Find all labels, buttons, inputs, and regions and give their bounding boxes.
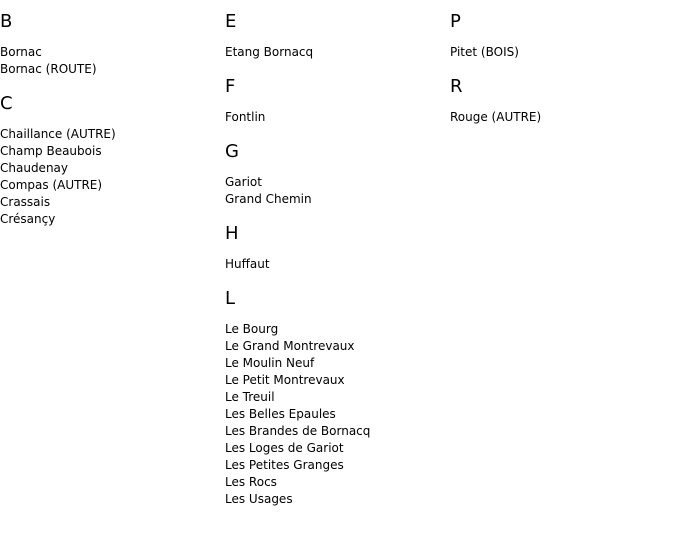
letter-group bbox=[225, 223, 440, 273]
place-entry[interactable]: Chaillance (AUTRE) bbox=[0, 127, 116, 141]
place-entry[interactable]: Crésançy bbox=[0, 212, 56, 226]
letter-heading: H bbox=[225, 223, 239, 244]
letter-group bbox=[225, 76, 440, 126]
place-entry[interactable]: Le Moulin Neuf bbox=[225, 356, 315, 370]
place-entry[interactable]: Bornac (ROUTE) bbox=[0, 62, 97, 76]
place-entry[interactable]: Fontlin bbox=[225, 110, 266, 124]
index-column bbox=[0, 11, 215, 243]
place-entry[interactable]: Rouge (AUTRE) bbox=[450, 110, 542, 124]
entry-list bbox=[225, 109, 440, 126]
letter-heading: L bbox=[225, 288, 236, 309]
place-entry[interactable]: Les Rocs bbox=[225, 475, 277, 489]
entry-list bbox=[225, 321, 440, 508]
entry-list bbox=[225, 44, 440, 61]
letter-heading: P bbox=[450, 11, 461, 32]
place-entry[interactable]: Compas (AUTRE) bbox=[0, 178, 103, 192]
place-entry[interactable]: Crassais bbox=[0, 195, 51, 209]
place-entry[interactable]: Grand Chemin bbox=[225, 192, 312, 206]
place-entry[interactable]: Les Belles Epaules bbox=[225, 407, 336, 421]
letter-group bbox=[225, 141, 440, 208]
place-entry[interactable]: Les Usages bbox=[225, 492, 293, 506]
place-entry[interactable]: Bornac bbox=[0, 45, 42, 59]
index-column bbox=[450, 11, 665, 141]
letter-group bbox=[0, 93, 215, 228]
place-entry[interactable]: Le Petit Montrevaux bbox=[225, 373, 345, 387]
entry-list bbox=[450, 44, 665, 61]
place-entry[interactable]: Le Grand Montrevaux bbox=[225, 339, 355, 353]
entry-list bbox=[0, 126, 215, 228]
letter-group bbox=[0, 11, 215, 78]
place-entry[interactable]: Gariot bbox=[225, 175, 262, 189]
entry-list bbox=[225, 174, 440, 208]
letter-heading: C bbox=[0, 93, 13, 114]
entry-list bbox=[450, 109, 665, 126]
place-entry[interactable]: Chaudenay bbox=[0, 161, 69, 175]
index-column bbox=[225, 11, 440, 523]
place-entry[interactable]: Le Treuil bbox=[225, 390, 275, 404]
place-entry[interactable]: Les Loges de Gariot bbox=[225, 441, 344, 455]
entry-list bbox=[225, 256, 440, 273]
place-entry[interactable]: Huffaut bbox=[225, 257, 270, 271]
place-entry[interactable]: Champ Beaubois bbox=[0, 144, 102, 158]
letter-heading: E bbox=[225, 11, 237, 32]
letter-group bbox=[450, 11, 665, 61]
place-entry[interactable]: Les Brandes de Bornacq bbox=[225, 424, 371, 438]
letter-heading: R bbox=[450, 76, 463, 97]
place-entry[interactable]: Le Bourg bbox=[225, 322, 279, 336]
letter-heading: F bbox=[225, 76, 236, 97]
place-entry[interactable]: Etang Bornacq bbox=[225, 45, 314, 59]
letter-group bbox=[225, 11, 440, 61]
letter-group bbox=[225, 288, 440, 508]
place-entry[interactable]: Pitet (BOIS) bbox=[450, 45, 519, 59]
letter-heading: B bbox=[0, 11, 13, 32]
letter-group bbox=[450, 76, 665, 126]
entry-list bbox=[0, 44, 215, 78]
place-entry[interactable]: Les Petites Granges bbox=[225, 458, 344, 472]
letter-heading: G bbox=[225, 141, 239, 162]
